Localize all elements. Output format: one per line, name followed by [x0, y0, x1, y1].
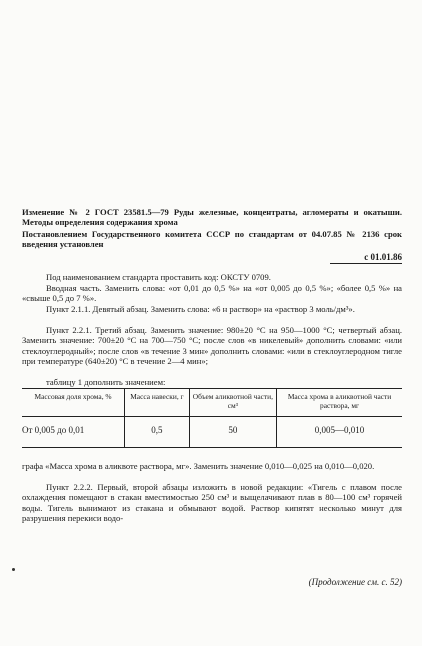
resolution-text: Постановлением Государственного комитета СССР по стандартам от 04.07.85 № 2136 срок введения установлен [22, 229, 402, 250]
paragraph-column-change: графа «Масса хрома в аликвоте раствора, мг». Заменить значение 0,010—0,025 на 0,010—0,020. [22, 461, 375, 471]
table-cell: 0,5 [125, 417, 190, 448]
table-header-cell: Масса хрома в аликвотной части раствора, мг [277, 389, 402, 417]
table-header-row [22, 389, 402, 417]
supplement-table [22, 388, 402, 448]
paragraph-2-2-2: Пункт 2.2.2. Первый, второй абзацы изложить в новой редакции: «Тигель с плавом после охлаждения помещают в стакан вместимостью 250 см³ и выщелачивают плав в 80—100 см³ горячей воды. Тигель вынимают из стакана и обмывают водой. Раствор кипятят несколько минут для разрушения перекиси водо- [22, 482, 402, 524]
paragraph-table-intro: таблицу 1 дополнить значением: [46, 377, 166, 387]
table-header-cell: Массовая доля хрома, % [22, 389, 125, 417]
table-cell: 0,005—0,010 [277, 417, 402, 448]
paragraph-code: Под наименованием стандарта проставить код: ОКСТУ 0709. [46, 272, 271, 282]
paragraph-2-2-1: Пункт 2.2.1. Третий абзац. Заменить значение: 980±20 °С на 950—1000 °С; четвертый абзац. Заменить значение: 700±20 °С на 700—750 °С; после слов «в никелевый» дополнить словами: «или стеклоуглеродный»; после слов «в течение 3 мин» дополнить словами: «или в стеклоуглеродном тигле при температуре (640±20) °С в течение 2—4 мин»; [22, 325, 402, 367]
paragraph-intro: Вводная часть. Заменить слова: «от 0,01 до 0,5 %» на «от 0,005 до 0,5 %»; «более 0,5 %» на «свыше 0,5 до 7 %». [22, 283, 402, 304]
table-header-cell: Масса навески, г [125, 389, 190, 417]
table-header-cell: Объем аликвотной части, см³ [189, 389, 276, 417]
paragraph-2-1-1: Пункт 2.1.1. Девятый абзац. Заменить слова: «6 н раствор» на «раствор 3 моль/дм³». [46, 304, 355, 314]
table-cell: От 0,005 до 0,01 [22, 417, 125, 448]
table-row [22, 417, 402, 448]
table-cell: 50 [189, 417, 276, 448]
continuation-note: (Продолжение см. с. 52) [308, 577, 402, 587]
effective-date: с 01.01.86 [330, 252, 402, 264]
scan-mark [12, 568, 15, 571]
amendment-title: Изменение № 2 ГОСТ 23581.5—79 Руды железные, концентраты, агломераты и окатыши. Методы определения содержания хрома [22, 207, 402, 228]
